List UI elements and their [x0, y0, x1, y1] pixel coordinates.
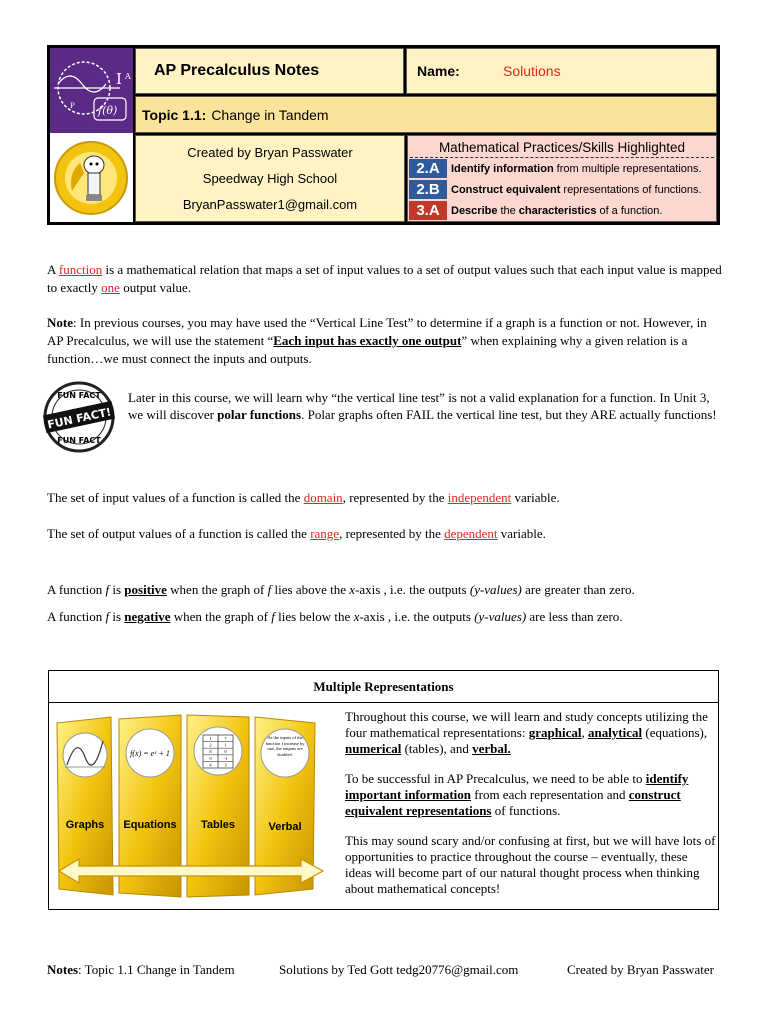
reps-paragraph-3: This may sound scary and/or confusing at first, but we will have lots of opportunities to practice throughout the course – eventually, these ideas will become part of our natural thought process when thinking about mathematical concepts! [345, 833, 716, 896]
fun-fact-badge [42, 380, 116, 454]
text: lies below the [274, 609, 354, 624]
skill-code: 2.B [409, 180, 447, 199]
note-label: Note [47, 315, 73, 330]
multiple-representations-text [345, 709, 717, 911]
text: A function [47, 582, 106, 597]
skill-description: of a function. [599, 204, 663, 217]
identify-phrase: identify important information [345, 771, 689, 802]
logo-p: P [70, 102, 75, 110]
footer-solutions: Solutions by Ted Gott tedg20776@gmail.com [279, 962, 519, 977]
math-y-values: (y-values) [469, 582, 522, 597]
skill-row [408, 200, 716, 221]
answer-independent: independent [447, 490, 512, 505]
table-cell: 9 [209, 755, 212, 761]
text: variable. [511, 490, 560, 505]
multiple-representations-box [48, 670, 719, 910]
sparkplug-mascot-icon [50, 133, 133, 222]
positive-sentence [47, 581, 723, 599]
skill-description: representations of functions. [563, 183, 702, 196]
text: A function [47, 609, 106, 624]
text: -axis , i.e. the outputs [359, 609, 475, 624]
text: The set of input values of a function is called the [47, 490, 304, 505]
text: is [109, 582, 125, 597]
text: Throughout this course, we will learn and study concepts utilizing the four mathematical representations: [345, 709, 708, 740]
text: when the graph of [170, 609, 272, 624]
badge-mid-text: FUN FACT! [46, 405, 113, 432]
topic-label: Topic 1.1: [142, 106, 207, 123]
note-bold: Each input has exactly one output [273, 333, 462, 348]
panel-label: Tables [200, 819, 236, 831]
reps-paragraph-1 [345, 709, 717, 757]
skill-keyword: characteristics [518, 204, 597, 217]
page-footer [47, 962, 727, 978]
skill-row [408, 179, 716, 200]
mascot-logo [50, 133, 133, 222]
text: Later in this course, we will learn why “the vertical line test” is not a valid explanation for a function. In Unit 3, we will discover [128, 390, 710, 422]
name-value: Solutions [503, 63, 561, 79]
equation-text: f(x) = eˣ + 1 [130, 749, 170, 758]
table-cell: 0 [224, 749, 227, 755]
skill-row [408, 158, 716, 179]
table-cell: −1 [223, 755, 228, 761]
range-sentence [47, 525, 723, 543]
word-graphical: graphical [528, 725, 582, 740]
word-verbal: verbal. [472, 741, 511, 756]
fun-fact-text [128, 389, 723, 423]
table-cell: 8 [209, 749, 212, 755]
math-f: f [105, 609, 110, 624]
logo-f-theta: f(θ) [98, 104, 118, 117]
footer-notes-text: : Topic 1.1 Change in Tandem [78, 962, 235, 977]
table-cell: 1 [209, 736, 212, 741]
table-cell: 2 [209, 742, 212, 748]
multiple-representations-title: Multiple Representations [49, 671, 718, 703]
text: , [581, 725, 588, 740]
skill-code: 2.A [409, 159, 447, 178]
panel-label: Equations [123, 819, 177, 831]
text: , represented by the [339, 526, 445, 541]
four-panels-illustration [51, 705, 341, 908]
author-school: Speedway High School [202, 170, 338, 186]
name-field [406, 48, 717, 94]
author-email: BryanPasswater1@gmail.com [182, 197, 358, 213]
verbal-text: As the inputs of the function f increase by one, the outputs are doubled. [265, 735, 305, 757]
footer-created-by: Created by Bryan Passwater [567, 962, 714, 977]
text: (equations), [642, 725, 708, 740]
domain-sentence [47, 489, 723, 507]
word-analytical: analytical [587, 725, 643, 740]
answer-one: one [101, 280, 120, 295]
text: is [109, 609, 125, 624]
table-cell: 3 [224, 762, 227, 768]
text: of functions. [491, 803, 561, 818]
table-cell: 1 [224, 742, 227, 748]
topic-bar [135, 96, 717, 133]
math-f: f [271, 609, 275, 624]
badge-bottom-text: FUN FACT [57, 436, 101, 445]
logo-a: A [125, 72, 131, 81]
text: from each representation and [471, 787, 629, 802]
skill-keyword: Construct equivalent [451, 183, 561, 196]
skill-description: from multiple representations. [556, 162, 702, 175]
math-f: f [267, 582, 272, 597]
text: ” when explaining why a given relation is a function…we must connect the inputs and outputs. [47, 333, 688, 366]
answer-domain: domain [303, 490, 343, 505]
positive-word: positive [124, 582, 167, 597]
table-cell: 4 [209, 762, 212, 768]
text: is a mathematical relation that maps a set of input values to a set of output values such that each input value is mapped to exactly [47, 262, 722, 295]
construct-phrase: construct equivalent representations [345, 787, 681, 818]
skill-keyword: Describe [451, 204, 498, 217]
negative-sentence [47, 608, 723, 626]
text: are greater than zero. [521, 582, 635, 597]
text: : In previous courses, you may have used the “Vertical Line Test” to determine if a graph is a function or not. However, in AP Precalculus, we will use the statement “ [47, 315, 707, 348]
panel-label: Graphs [65, 819, 105, 831]
author-info [135, 135, 405, 222]
answer-dependent: dependent [444, 526, 498, 541]
math-y-values: (y-values) [474, 609, 527, 624]
text: To be successful in AP Precalculus, we need to be able to [345, 771, 646, 786]
word-numerical: numerical [345, 741, 402, 756]
text: variable. [497, 526, 546, 541]
author-name: Created by Bryan Passwater [187, 144, 353, 160]
representations-illustration [51, 705, 387, 908]
text: The set of output values of a function is called the [47, 526, 311, 541]
table-cell: 7 [224, 736, 227, 741]
note-paragraph [47, 314, 723, 368]
reps-paragraph-2 [345, 771, 717, 819]
footer-notes [47, 962, 279, 978]
negative-word: negative [124, 609, 171, 624]
text: , represented by the [342, 490, 448, 505]
skills-panel [407, 135, 717, 222]
polar-functions: polar functions [217, 407, 302, 422]
answer-range: range [310, 526, 340, 541]
course-title: AP Precalculus Notes [135, 48, 404, 94]
skills-title: Mathematical Practices/Skills Highlighted [410, 136, 714, 158]
topic-title: Change in Tandem [211, 106, 329, 123]
skill-keyword: Identify information [451, 162, 554, 175]
header-table [47, 45, 720, 225]
text: output value. [119, 280, 192, 295]
text: -axis , i.e. the outputs [355, 582, 470, 597]
text: are less than zero. [526, 609, 623, 624]
skill-code: 3.A [409, 201, 447, 220]
badge-top-text: FUN FACT [57, 391, 101, 400]
text: lies above the [271, 582, 350, 597]
name-label: Name: [417, 63, 460, 79]
text: A [47, 262, 59, 277]
unit-circle-logo-icon [50, 48, 133, 133]
math-x: x [353, 609, 360, 624]
text: when the graph of [166, 582, 268, 597]
answer-function: function [58, 262, 103, 277]
math-x: x [349, 582, 356, 597]
logo-i: I [116, 70, 122, 88]
math-f: f [105, 582, 110, 597]
function-definition [47, 261, 723, 297]
precalc-logo [50, 48, 133, 133]
fun-fact-icon [42, 380, 116, 454]
text: . Polar graphs often FAIL the vertical line test, but they ARE actually functions! [301, 407, 717, 422]
text: (tables), and [401, 741, 473, 756]
skill-description: the [500, 204, 516, 217]
footer-notes-label: Notes [47, 962, 79, 977]
panel-label: Verbal [268, 821, 302, 833]
